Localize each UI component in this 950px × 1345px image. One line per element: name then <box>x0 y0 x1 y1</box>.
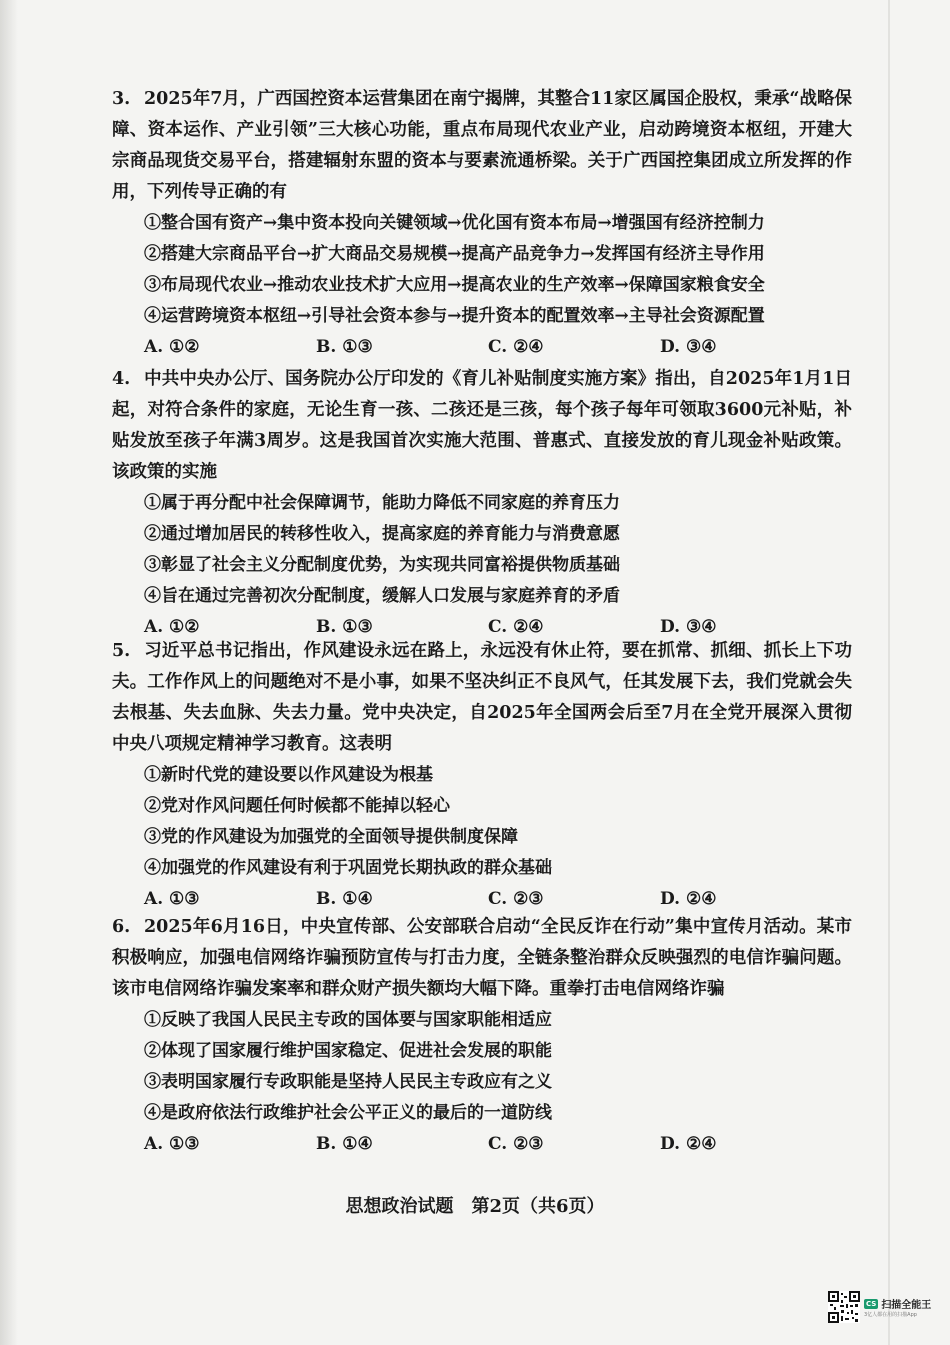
choice-b: B. ①③ <box>316 337 373 357</box>
option-item: ②搭建大宗商品平台→扩大商品交易规模→提高产品竞争力→发挥国有经济主导作用 <box>144 244 765 264</box>
watermark-app-name: 扫描全能王 <box>881 1300 932 1311</box>
option-item: ②体现了国家履行维护国家稳定、促进社会发展的职能 <box>144 1041 552 1061</box>
option-item: ④是政府依法行政维护社会公平正义的最后的一道防线 <box>144 1103 552 1123</box>
question-5 <box>112 636 852 915</box>
choice-a: A. ①② <box>144 337 200 357</box>
question-text: 中共中央办公厅、国务院办公厅印发的《育儿补贴制度实施方案》指出，自2025年1月1日起，对符合条件的家庭，无论生育一孩、二孩还是三孩，每个孩子每年可领取3600元补贴，补贴发放至孩子年满3周岁。这是我国首次实施大范围、普惠式、直接发放的育儿现金补贴政策。该政策的实施 <box>112 369 852 482</box>
option-item: ③表明国家履行专政职能是坚持人民民主专政应有之义 <box>144 1072 552 1092</box>
question-number: 5. <box>112 641 131 661</box>
qr-code-icon <box>828 1291 860 1323</box>
watermark-text <box>864 1296 931 1318</box>
page-fold-line <box>888 0 890 1345</box>
option-list <box>112 488 852 612</box>
page-edge-shadow <box>0 0 18 1345</box>
answer-choices <box>112 332 852 363</box>
choice-a: A. ①③ <box>144 889 200 909</box>
question-stem <box>112 636 852 760</box>
choice-c: C. ②③ <box>488 889 544 909</box>
question-6 <box>112 912 852 1160</box>
question-4 <box>112 364 852 643</box>
answer-choices <box>112 1129 852 1160</box>
scanner-watermark <box>828 1288 932 1326</box>
page-footer: 思想政治试题 第2页（共6页） <box>345 1196 605 1217</box>
option-list <box>112 208 852 332</box>
option-item: ③彰显了社会主义分配制度优势，为实现共同富裕提供物质基础 <box>144 555 620 575</box>
choice-d: D. ②④ <box>660 1134 717 1154</box>
option-item: ①属于再分配中社会保障调节，能助力降低不同家庭的养育压力 <box>144 493 620 513</box>
option-item: ①反映了我国人民民主专政的国体要与国家职能相适应 <box>144 1010 552 1030</box>
option-item: ③党的作风建设为加强党的全面领导提供制度保障 <box>144 827 518 847</box>
choice-a: A. ①③ <box>144 1134 200 1154</box>
cs-logo-icon: CS <box>866 1299 877 1308</box>
choice-c: C. ②④ <box>488 617 544 637</box>
question-text: 2025年7月，广西国控资本运营集团在南宁揭牌，其整合11家区属国企股权，秉承“战略保障、资本运作、产业引领”三大核心功能，重点布局现代农业产业，启动跨境资本枢纽，开建大宗商品现货交易平台，搭建辐射东盟的资本与要素流通桥梁。关于广西国控集团成立所发挥的作用，下列传导正确的有 <box>112 89 852 202</box>
choice-c: C. ②③ <box>488 1134 544 1154</box>
option-list <box>112 1005 852 1129</box>
question-stem <box>112 912 852 1005</box>
question-number: 6. <box>112 917 131 937</box>
choice-d: D. ③④ <box>660 337 717 357</box>
choice-b: B. ①④ <box>316 1134 373 1154</box>
question-number: 4. <box>112 369 131 389</box>
question-3 <box>112 84 852 363</box>
option-item: ①新时代党的建设要以作风建设为根基 <box>144 765 433 785</box>
option-list <box>112 760 852 884</box>
choice-a: A. ①② <box>144 617 200 637</box>
option-item: ④旨在通过完善初次分配制度，缓解人口发展与家庭养育的矛盾 <box>144 586 620 606</box>
choice-b: B. ①③ <box>316 617 373 637</box>
choice-d: D. ②④ <box>660 889 717 909</box>
watermark-title <box>864 1296 931 1311</box>
answer-choices <box>112 884 852 915</box>
question-number: 3. <box>112 89 131 109</box>
question-text: 习近平总书记指出，作风建设永远在路上，永远没有休止符，要在抓常、抓细、抓长上下功夫。工作作风上的问题绝对不是小事，如果不坚决纠正不良风气，任其发展下去，我们党就会失去根基、失去血脉、失去力量。党中央决定，自2025年全国两会后至7月在全党开展深入贯彻中央八项规定精神学习教育。这表明 <box>112 641 852 754</box>
option-item: ④运营跨境资本枢纽→引导社会资本参与→提升资本的配置效率→主导社会资源配置 <box>144 306 765 326</box>
choice-c: C. ②④ <box>488 337 544 357</box>
question-stem <box>112 84 852 208</box>
question-stem <box>112 364 852 488</box>
option-item: ③布局现代农业→推动农业技术扩大应用→提高农业的生产效率→保障国家粮食安全 <box>144 275 765 295</box>
watermark-subtitle: 3亿人都在用的扫描App <box>864 1312 917 1318</box>
option-item: ④加强党的作风建设有利于巩固党长期执政的群众基础 <box>144 858 552 878</box>
choice-d: D. ③④ <box>660 617 717 637</box>
option-item: ②通过增加居民的转移性收入，提高家庭的养育能力与消费意愿 <box>144 524 620 544</box>
question-text: 2025年6月16日，中央宣传部、公安部联合启动“全民反诈在行动”集中宣传月活动。某市积极响应，加强电信网络诈骗预防宣传与打击力度，全链条整治群众反映强烈的电信诈骗问题。该市电信网络诈骗发案率和群众财产损失额均大幅下降。重拳打击电信网络诈骗 <box>112 917 852 999</box>
option-item: ②党对作风问题任何时候都不能掉以轻心 <box>144 796 450 816</box>
option-item: ①整合国有资产→集中资本投向关键领域→优化国有资本布局→增强国有经济控制力 <box>144 213 765 233</box>
choice-b: B. ①④ <box>316 889 373 909</box>
